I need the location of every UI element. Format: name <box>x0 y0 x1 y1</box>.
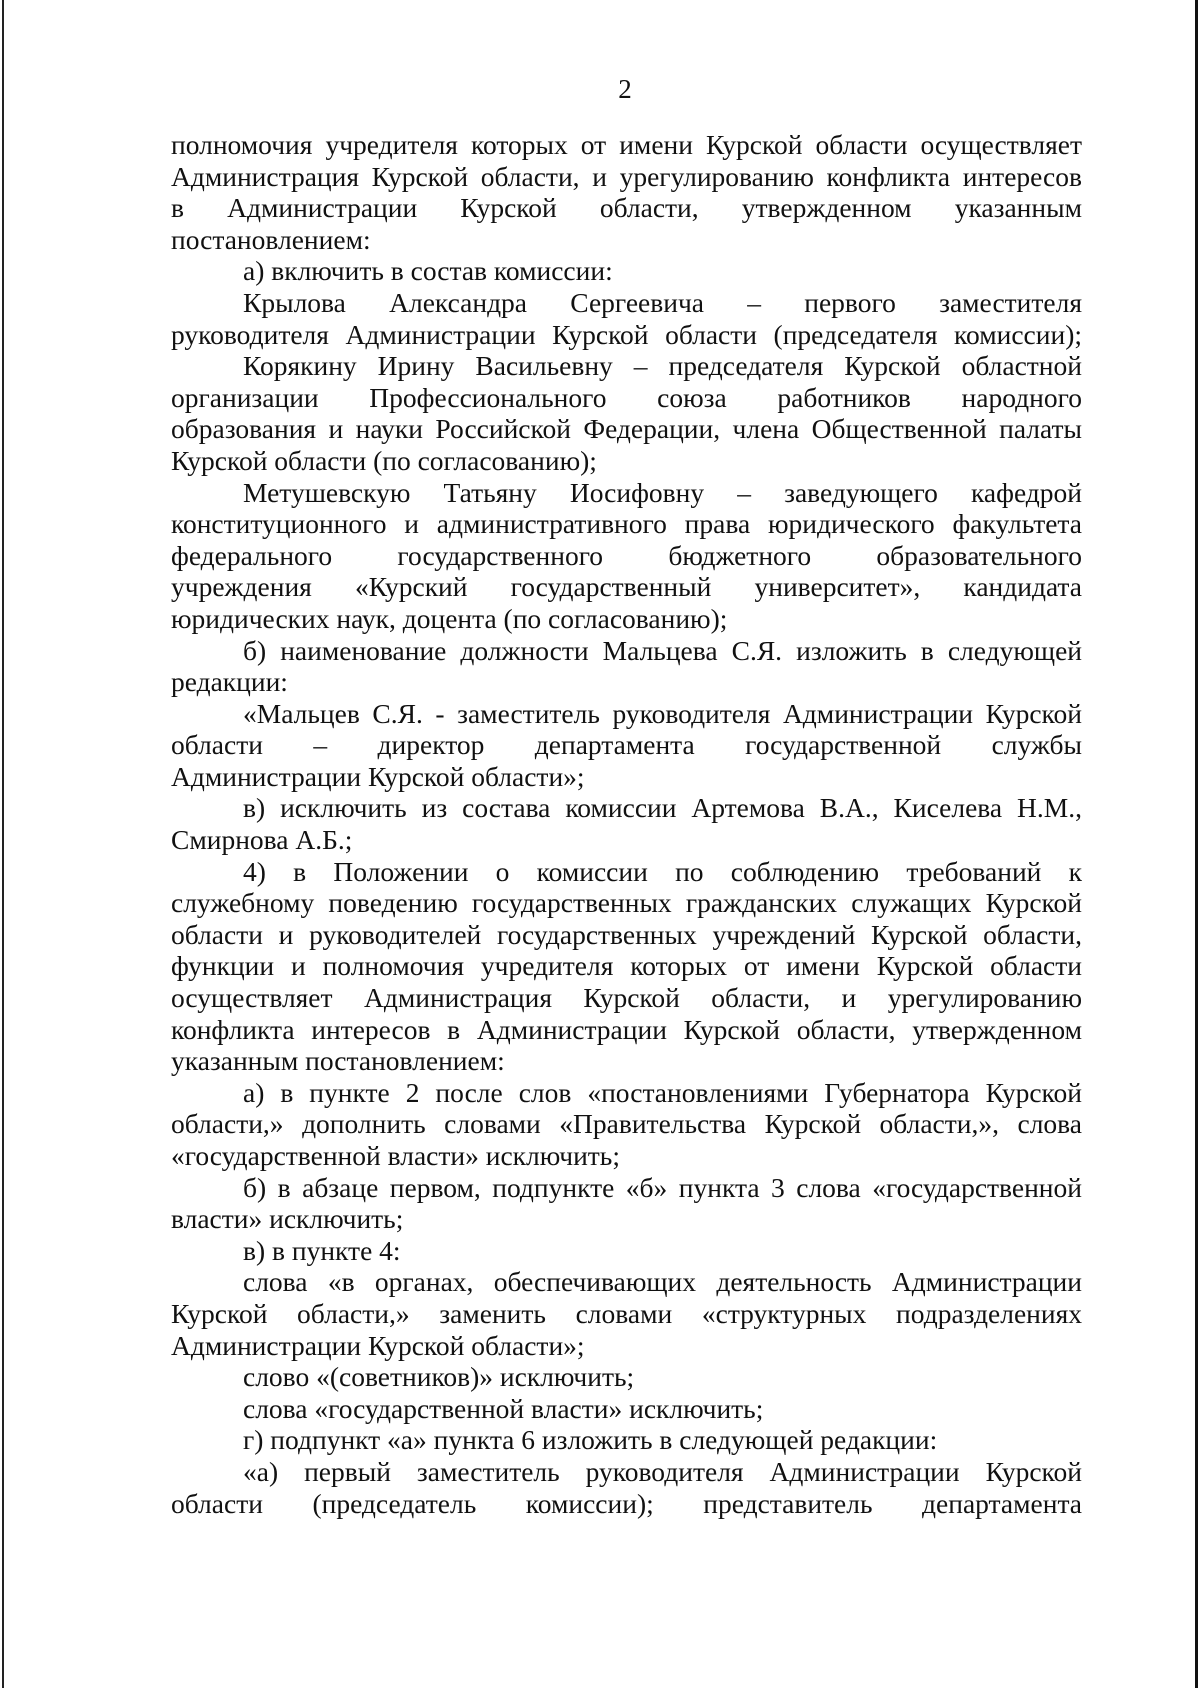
text-line: Курской области (по согласованию); <box>171 444 597 476</box>
text-line: руководителя Администрации Курской области (председателя комиссии); <box>171 318 1082 350</box>
text-line: в) исключить из состава комиссии Артемова В.А., Киселева Н.М., <box>243 792 1082 824</box>
text-line: федерального государственного бюджетного образовательного <box>171 539 1082 571</box>
text-line: «а) первый заместитель руководителя Администрации Курской <box>243 1455 1082 1487</box>
text-line: Курской области,» заменить словами «структурных подразделениях <box>171 1297 1082 1329</box>
text-line: редакции: <box>171 666 288 698</box>
text-line: Администрации Курской области»; <box>171 1329 585 1361</box>
text-line: Администрация Курской области, и урегулированию конфликта интересов <box>171 160 1082 192</box>
text-line: полномочия учредителя которых от имени Курской области осуществляет <box>171 129 1082 160</box>
text-line: слово «(советников)» исключить; <box>243 1361 635 1393</box>
text-line: организации Профессионального союза работников народного <box>171 381 1082 413</box>
text-line: б) в абзаце первом, подпункте «б» пункта 3 слова «государственной <box>243 1171 1082 1203</box>
text-line: слова «государственной власти» исключить; <box>243 1392 764 1424</box>
text-line: учреждения «Курский государственный университет», кандидата <box>171 571 1082 603</box>
text-line: в) в пункте 4: <box>243 1234 401 1266</box>
text-line: функции и полномочия учредителя которых от имени Курской области <box>171 950 1082 982</box>
text-line: Крылова Александра Сергеевича – первого заместителя <box>243 286 1082 318</box>
text-line: Метушевскую Татьяну Иосифовну – заведующего кафедрой <box>243 476 1082 508</box>
text-line: «государственной власти» исключить; <box>171 1140 620 1171</box>
text-line: «Мальцев С.Я. - заместитель руководителя Администрации Курской <box>243 697 1082 729</box>
text-line: области и руководителей государственных учреждений Курской области, <box>171 918 1082 950</box>
text-line: Смирнова А.Б.; <box>171 824 353 856</box>
page-number: 2 <box>618 74 632 104</box>
text-line: б) наименование должности Мальцева С.Я. изложить в следующей <box>243 634 1082 666</box>
text-line: области – директор департамента государственной службы <box>171 729 1082 761</box>
text-line: г) подпункт «а» пункта 6 изложить в следующей редакции: <box>243 1424 938 1456</box>
text-line: области (председатель комиссии); представитель департамента <box>171 1487 1082 1519</box>
text-line: постановлением: <box>171 223 371 255</box>
text-line: 4) в Положении о комиссии по соблюдению требований к <box>243 855 1082 887</box>
text-line: а) в пункте 2 после слов «постановлениями Губернатора Курской <box>243 1076 1082 1108</box>
text-line: Корякину Ирину Васильевну – председателя Курской областной <box>243 350 1082 382</box>
text-line: а) включить в состав комиссии: <box>243 255 613 287</box>
text-line: власти» исключить; <box>171 1203 404 1235</box>
text-line: служебному поведению государственных гражданских служащих Курской <box>171 887 1082 919</box>
document-body <box>171 129 1082 1519</box>
text-line: в Администрации Курской области, утвержденном указанным <box>171 192 1082 224</box>
scan-right-edge <box>1195 0 1198 1688</box>
scan-left-edge <box>2 0 4 1688</box>
text-line: Администрации Курской области»; <box>171 760 585 792</box>
text-line: указанным постановлением: <box>171 1045 505 1077</box>
text-line: конституционного и административного права юридического факультета <box>171 508 1082 540</box>
text-line: образования и науки Российской Федерации, члена Общественной палаты <box>171 413 1082 445</box>
text-line: юридических наук, доцента (по согласованию); <box>171 602 728 634</box>
text-line: слова «в органах, обеспечивающих деятельность Администрации <box>243 1266 1082 1298</box>
text-line: области,» дополнить словами «Правительства Курской области,», слова <box>171 1108 1082 1140</box>
text-line: осуществляет Администрация Курской области, и урегулированию <box>171 982 1082 1014</box>
text-line: конфликта интересов в Администрации Курской области, утвержденном <box>171 1013 1082 1045</box>
